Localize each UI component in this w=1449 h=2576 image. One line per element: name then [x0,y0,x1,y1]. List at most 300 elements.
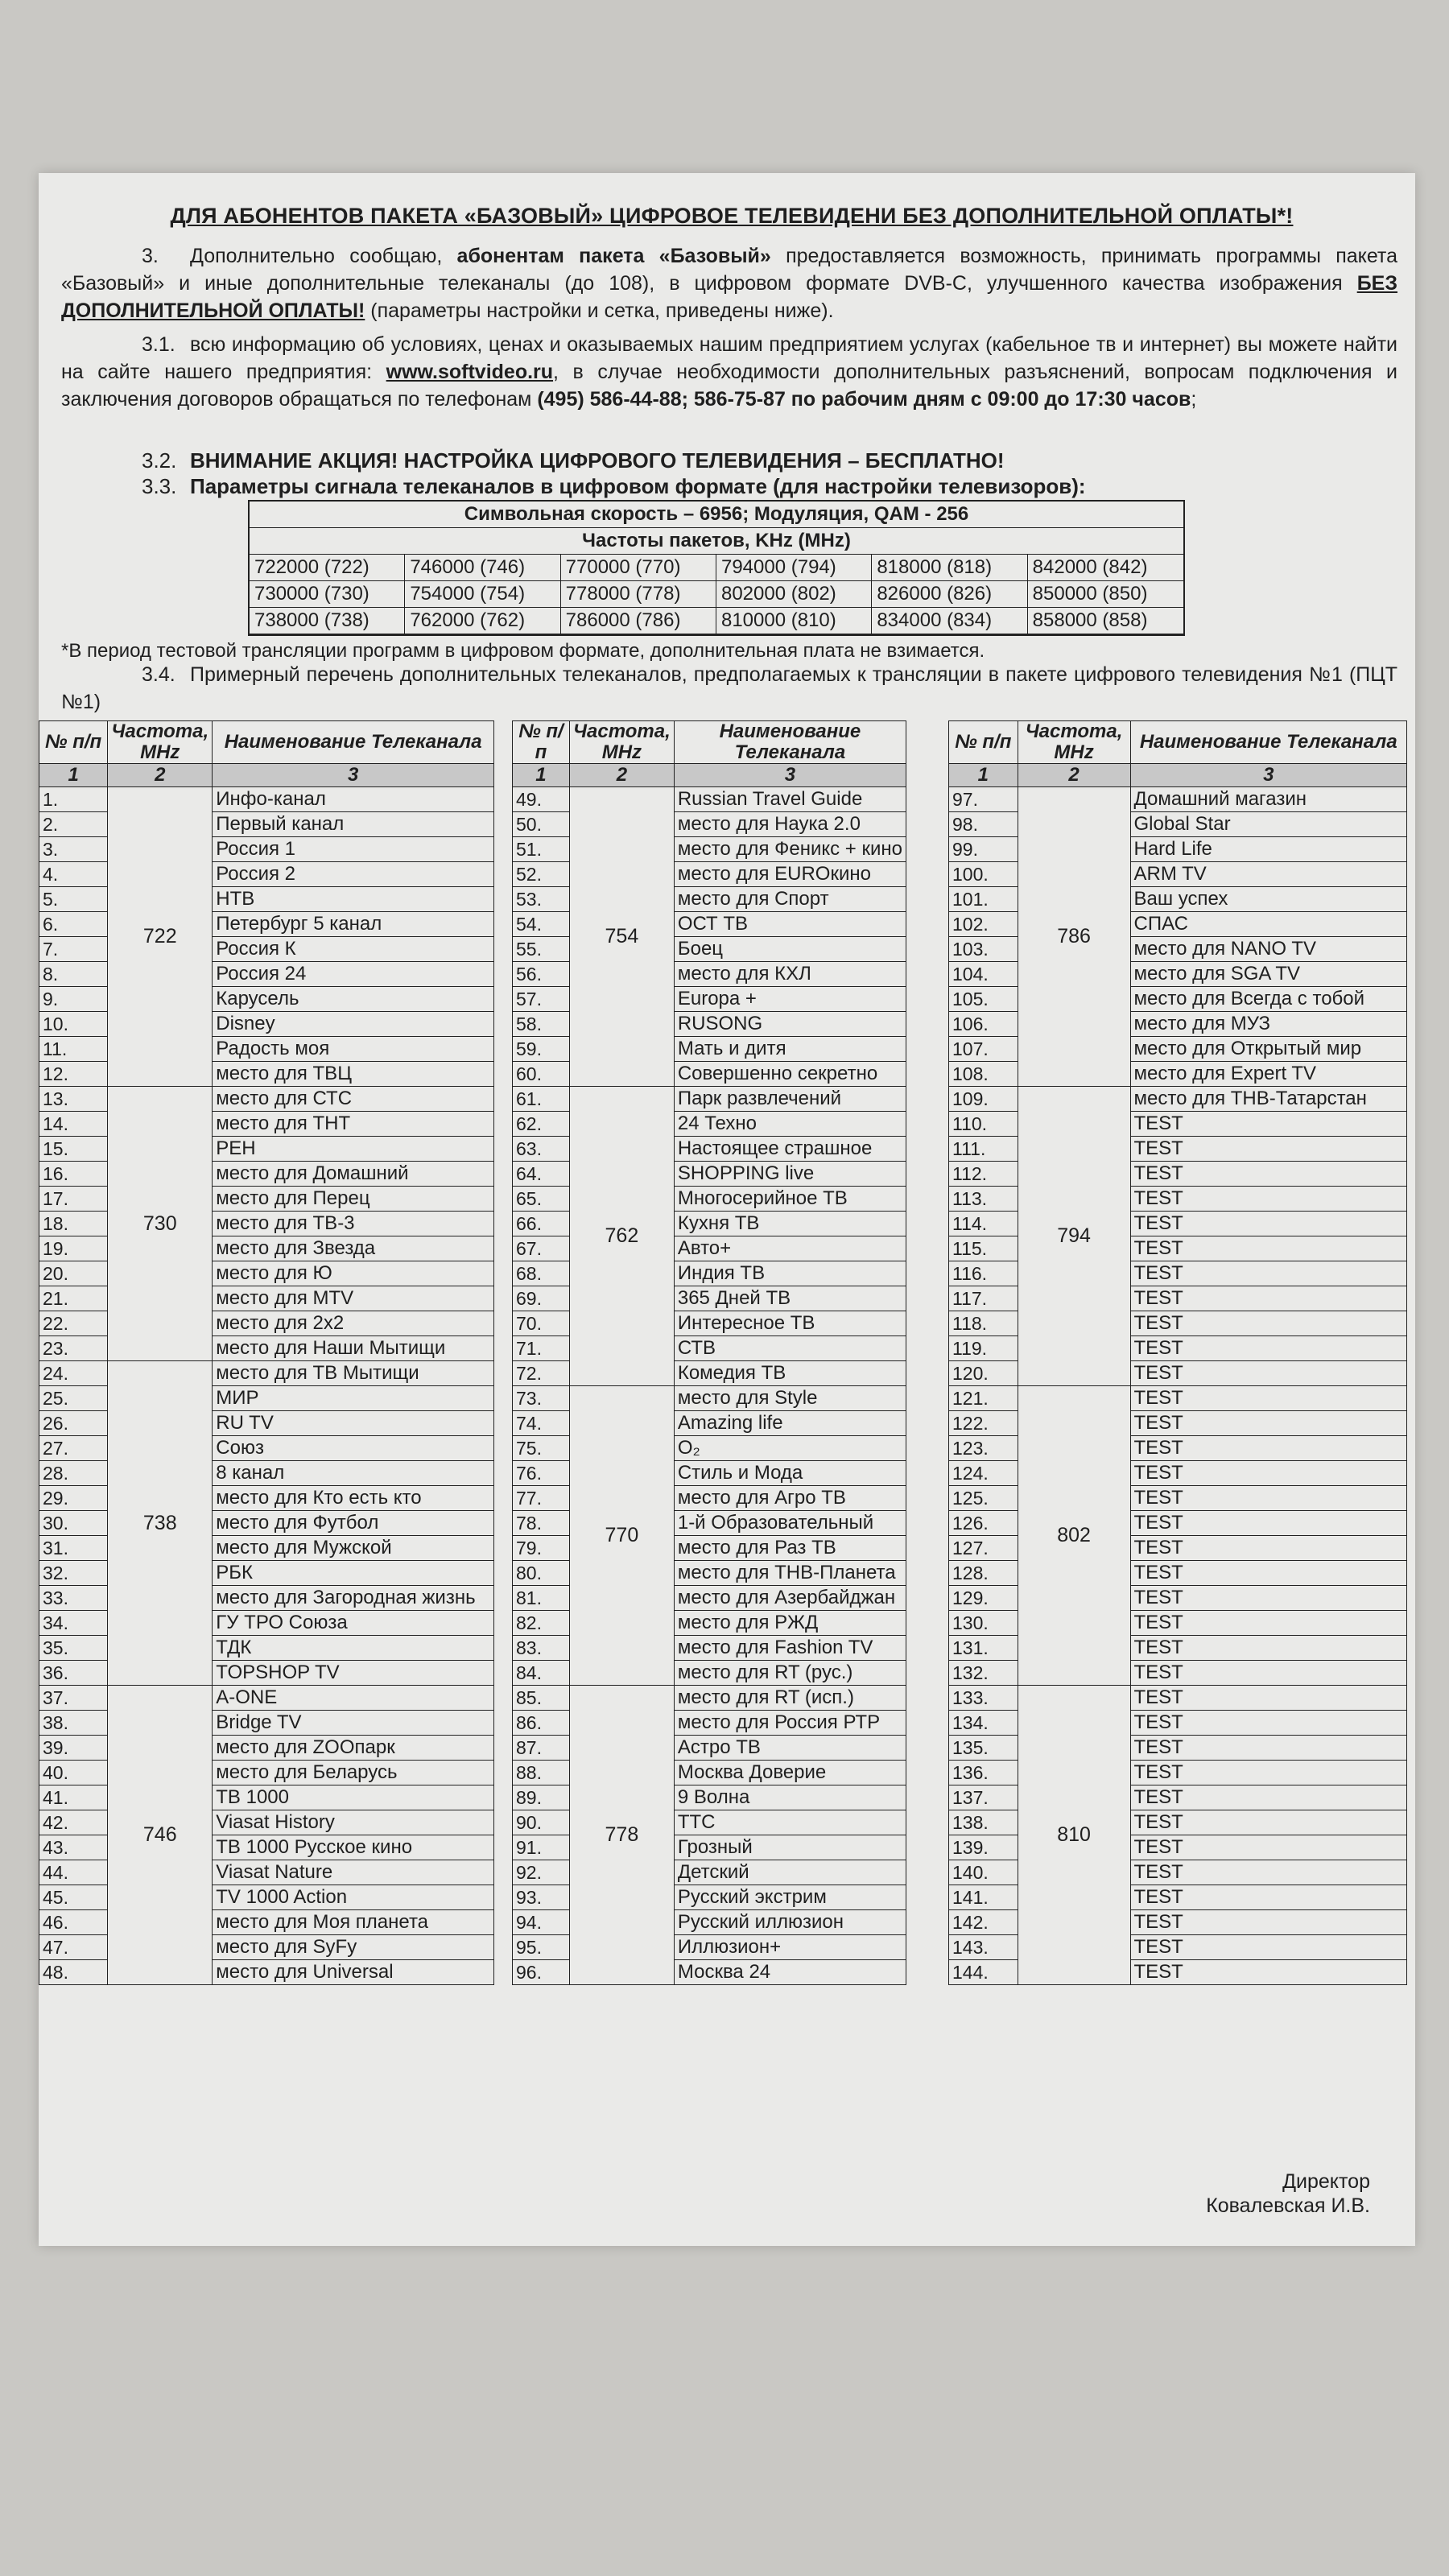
table-row [949,1511,1407,1536]
channel-name: TEST [1130,1286,1407,1311]
row-number: 28. [39,1461,108,1486]
row-number: 122. [949,1411,1018,1436]
channel-name: TEST [1130,1112,1407,1137]
channel-name: Астро ТВ [674,1736,906,1761]
row-number: 95. [513,1935,570,1960]
table-row [39,812,494,837]
channel-name: 8 канал [213,1461,494,1486]
paragraph-3-3: 3.3. Параметры сигнала телеканалов в цифровом формате (для настройки телевизоров): [142,474,1086,498]
frequency-group: 810 [1018,1686,1130,1985]
channel-name: Авто+ [674,1236,906,1261]
row-number: 23. [39,1336,108,1361]
row-number: 85. [513,1686,570,1711]
channel-name: место для ТНВ-Планета [674,1561,906,1586]
channel-name: Россия К [213,937,494,962]
row-number: 115. [949,1236,1018,1261]
row-number: 92. [513,1860,570,1885]
channel-name: место для Загородная жизнь [213,1586,494,1611]
row-number: 88. [513,1761,570,1785]
channel-name: место для SGA TV [1130,962,1407,987]
row-number: 52. [513,862,570,887]
channel-name: место для Беларусь [213,1761,494,1785]
row-number: 84. [513,1661,570,1686]
channel-table-3 [948,720,1407,1985]
channel-name: Многосерийное ТВ [674,1187,906,1212]
row-number: 15. [39,1137,108,1162]
channel-name: Детский [674,1860,906,1885]
row-number: 136. [949,1761,1018,1785]
table-row [949,1162,1407,1187]
table-row [39,1112,494,1137]
row-number: 2. [39,812,108,837]
paragraph-number: 3.1. [142,333,175,356]
channel-name: Кухня ТВ [674,1212,906,1236]
row-number: 89. [513,1785,570,1810]
row-number: 97. [949,787,1018,812]
table-row [39,1087,494,1112]
table-row [39,1910,494,1935]
table-row [949,1810,1407,1835]
row-number: 56. [513,962,570,987]
channel-name: TEST [1130,1536,1407,1561]
channel-name: Viasat History [213,1810,494,1835]
row-number: 138. [949,1810,1018,1835]
row-number: 31. [39,1536,108,1561]
row-number: 70. [513,1311,570,1336]
table-row [949,862,1407,887]
table-row [949,1486,1407,1511]
row-number: 27. [39,1436,108,1461]
channel-name: ТДК [213,1636,494,1661]
row-number: 111. [949,1137,1018,1162]
table-row [949,1112,1407,1137]
row-number: 127. [949,1536,1018,1561]
column-index: 1 [513,764,570,787]
row-number: 61. [513,1087,570,1112]
table-row [949,962,1407,987]
row-number: 103. [949,937,1018,962]
channel-name: место для Ю [213,1261,494,1286]
channel-name: Amazing life [674,1411,906,1436]
channel-name: Первый канал [213,812,494,837]
frequency-group: 778 [569,1686,674,1985]
table-row [39,1286,494,1311]
table-row [39,837,494,862]
signature-role: Директор [1282,2170,1370,2193]
row-number: 94. [513,1910,570,1935]
row-number: 42. [39,1810,108,1835]
row-number: 66. [513,1212,570,1236]
table-row [949,1661,1407,1686]
table-row [949,1411,1407,1436]
row-number: 117. [949,1286,1018,1311]
channel-name: место для Fashion TV [674,1636,906,1661]
row-number: 121. [949,1386,1018,1411]
row-number: 107. [949,1037,1018,1062]
frequency-group: 802 [1018,1386,1130,1686]
row-number: 37. [39,1686,108,1711]
row-number: 22. [39,1311,108,1336]
row-number: 25. [39,1386,108,1411]
channel-name: Россия 24 [213,962,494,987]
channel-name: TEST [1130,1661,1407,1686]
row-number: 98. [949,812,1018,837]
channel-name: TEST [1130,1935,1407,1960]
table-row [39,1212,494,1236]
table-row [39,937,494,962]
channel-name: Союз [213,1436,494,1461]
frequency-group: 746 [108,1686,213,1985]
table-row [513,787,906,812]
channel-name: место для Style [674,1386,906,1411]
table-row [39,1761,494,1785]
table-row [949,1611,1407,1636]
table-row [949,1536,1407,1561]
table-row [39,1336,494,1361]
row-number: 49. [513,787,570,812]
frequency-cell: 842000 (842) [1028,555,1183,581]
row-number: 124. [949,1461,1018,1486]
channel-name: Hard Life [1130,837,1407,862]
channel-name: МИР [213,1386,494,1411]
row-number: 91. [513,1835,570,1860]
channel-name: место для КХЛ [674,962,906,987]
frequency-cell: 802000 (802) [716,581,872,608]
channel-name: место для Перец [213,1187,494,1212]
channel-name: TEST [1130,1686,1407,1711]
row-number: 47. [39,1935,108,1960]
channel-name: место для Феникс + кино [674,837,906,862]
row-number: 135. [949,1736,1018,1761]
channel-name: место для MTV [213,1286,494,1311]
header-channel-name: Наименование Телеканала [213,721,494,764]
row-number: 80. [513,1561,570,1586]
column-index: 2 [569,764,674,787]
channel-name: СПАС [1130,912,1407,937]
row-number: 126. [949,1511,1018,1536]
table-row [949,1261,1407,1286]
test-broadcast-note: *В период тестовой трансляции программ в цифровом формате, дополнительная плата не взимается. [61,640,985,662]
channel-name: TEST [1130,1810,1407,1835]
table-row [949,1187,1407,1212]
table-row [949,1561,1407,1586]
table-row [949,1935,1407,1960]
paragraph-3-2: 3.2. ВНИМАНИЕ АКЦИЯ! НАСТРОЙКА ЦИФРОВОГО ТЕЛЕВИДЕНИЯ – БЕСПЛАТНО! [142,448,1005,473]
channel-name: место для МУЗ [1130,1012,1407,1037]
table-row [39,1037,494,1062]
channel-name: Russian Travel Guide [674,787,906,812]
channel-name: Ваш успех [1130,887,1407,912]
channel-name: TEST [1130,1261,1407,1286]
table-row [39,1062,494,1087]
channel-name: TEST [1130,1736,1407,1761]
row-number: 63. [513,1137,570,1162]
frequency-cell: 794000 (794) [716,555,872,581]
channel-name: 365 Дней ТВ [674,1286,906,1311]
row-number: 40. [39,1761,108,1785]
row-number: 108. [949,1062,1018,1087]
channel-name: место для Наши Мытищи [213,1336,494,1361]
row-number: 54. [513,912,570,937]
table-row [39,887,494,912]
channel-name: место для ТВ-3 [213,1212,494,1236]
channel-name: TV 1000 Action [213,1885,494,1910]
table-row [949,1236,1407,1261]
channel-name: место для Моя планета [213,1910,494,1935]
channel-name: TEST [1130,1511,1407,1536]
row-number: 46. [39,1910,108,1935]
row-number: 140. [949,1860,1018,1885]
channel-name: TEST [1130,1461,1407,1486]
channel-name: RUSONG [674,1012,906,1037]
row-number: 132. [949,1661,1018,1686]
channel-name: Русский иллюзион [674,1910,906,1935]
row-number: 72. [513,1361,570,1386]
row-number: 142. [949,1910,1018,1935]
channel-name: Совершенно секретно [674,1062,906,1087]
table-row [39,862,494,887]
channel-name: TEST [1130,1785,1407,1810]
channel-name: Домашний магазин [1130,787,1407,812]
table-row [39,1586,494,1611]
row-number: 41. [39,1785,108,1810]
channel-name: Europa + [674,987,906,1012]
channel-name: TEST [1130,1885,1407,1910]
table-index-row [39,764,494,787]
row-number: 118. [949,1311,1018,1336]
row-number: 50. [513,812,570,837]
frequency-cell: 826000 (826) [872,581,1027,608]
row-number: 53. [513,887,570,912]
channel-name: TEST [1130,1436,1407,1461]
table-row [39,1511,494,1536]
header-channel-name: Наименование Телеканала [1130,721,1407,764]
row-number: 86. [513,1711,570,1736]
channel-name: место для Азербайджан [674,1586,906,1611]
row-number: 19. [39,1236,108,1261]
row-number: 90. [513,1810,570,1835]
column-index: 2 [1018,764,1130,787]
frequency-group: 738 [108,1361,213,1686]
channel-name: TEST [1130,1761,1407,1785]
column-index: 1 [39,764,108,787]
table-row [39,1486,494,1511]
row-number: 79. [513,1536,570,1561]
table-row [39,1012,494,1037]
channel-name: место для Спорт [674,887,906,912]
channel-name: Индия ТВ [674,1261,906,1286]
channel-name: Стиль и Мода [674,1461,906,1486]
channel-name: Мать и дитя [674,1037,906,1062]
table-row [39,1187,494,1212]
row-number: 131. [949,1636,1018,1661]
table-row [949,1137,1407,1162]
channel-name: Петербург 5 канал [213,912,494,937]
table-row [949,1711,1407,1736]
table-row [39,1810,494,1835]
table-row [513,1087,906,1112]
row-number: 123. [949,1436,1018,1461]
row-number: 26. [39,1411,108,1436]
symbol-rate-line: Символьная скорость – 6956; Модуляция, QAM - 256 [250,502,1183,528]
channel-name: TEST [1130,1137,1407,1162]
channel-name: место для Всегда с тобой [1130,987,1407,1012]
channel-name: ТВ 1000 [213,1785,494,1810]
table-row [39,1935,494,1960]
document-sheet [39,173,1415,2246]
frequency-cell: 722000 (722) [250,555,405,581]
row-number: 106. [949,1012,1018,1037]
header-number: № п/п [513,721,570,764]
row-number: 100. [949,862,1018,887]
frequency-cell: 746000 (746) [405,555,560,581]
row-number: 83. [513,1636,570,1661]
channel-name: TEST [1130,1561,1407,1586]
channel-name: место для СТС [213,1087,494,1112]
channel-name: место для RT (рус.) [674,1661,906,1686]
row-number: 93. [513,1885,570,1910]
channel-name: место для Expert TV [1130,1062,1407,1087]
frequency-group: 794 [1018,1087,1130,1386]
row-number: 14. [39,1112,108,1137]
channel-name: Радость моя [213,1037,494,1062]
row-number: 21. [39,1286,108,1311]
channel-name: Иллюзион+ [674,1935,906,1960]
column-index: 1 [949,764,1018,787]
table-row [39,1686,494,1711]
channel-name: TEST [1130,1586,1407,1611]
frequency-cell: 778000 (778) [561,581,716,608]
frequency-cell: 770000 (770) [561,555,716,581]
table-row [39,1236,494,1261]
paragraph-number: 3. [142,245,159,267]
table-row [39,1960,494,1985]
column-index: 3 [1130,764,1407,787]
table-header-row [39,721,494,764]
table-row [949,1012,1407,1037]
channel-name: СТВ [674,1336,906,1361]
table-row [949,1686,1407,1711]
channel-name: TEST [1130,1212,1407,1236]
row-number: 128. [949,1561,1018,1586]
channel-name: TEST [1130,1960,1407,1985]
frequency-group: 754 [569,787,674,1087]
row-number: 35. [39,1636,108,1661]
row-number: 20. [39,1261,108,1286]
table-row [39,787,494,812]
frequencies-header: Частоты пакетов, KHz (MHz) [250,528,1183,555]
row-number: 12. [39,1062,108,1087]
row-number: 36. [39,1661,108,1686]
table-row [949,1436,1407,1461]
channel-name: RU TV [213,1411,494,1436]
row-number: 39. [39,1736,108,1761]
row-number: 99. [949,837,1018,862]
channel-name: TEST [1130,1860,1407,1885]
table-row [39,1711,494,1736]
row-number: 32. [39,1561,108,1586]
channel-name: TEST [1130,1636,1407,1661]
channel-name: ОСТ ТВ [674,912,906,937]
row-number: 81. [513,1586,570,1611]
channel-name: Россия 2 [213,862,494,887]
table-row [513,1686,906,1711]
row-number: 45. [39,1885,108,1910]
channel-name: место для Мужской [213,1536,494,1561]
channel-name: Боец [674,937,906,962]
channel-name: Интересное ТВ [674,1311,906,1336]
table-row [949,987,1407,1012]
table-row [39,1561,494,1586]
row-number: 102. [949,912,1018,937]
table-row [39,1785,494,1810]
channel-name: место для Агро ТВ [674,1486,906,1511]
channel-name: TEST [1130,1910,1407,1935]
table-row [39,1835,494,1860]
header-number: № п/п [39,721,108,764]
channel-name: TEST [1130,1311,1407,1336]
header-frequency: Частота, MHz [569,721,674,764]
row-number: 13. [39,1087,108,1112]
channel-name: место для SyFy [213,1935,494,1960]
row-number: 74. [513,1411,570,1436]
table-row [949,937,1407,962]
table-row [39,1361,494,1386]
channel-name: Москва 24 [674,1960,906,1985]
channel-name: TEST [1130,1611,1407,1636]
channel-name: TEST [1130,1411,1407,1436]
row-number: 44. [39,1860,108,1885]
channel-name: место для РЖД [674,1611,906,1636]
table-row [949,1785,1407,1810]
channel-name: Карусель [213,987,494,1012]
channel-name: место для Кто есть кто [213,1486,494,1511]
channel-name: НТВ [213,887,494,912]
channel-name: Россия 1 [213,837,494,862]
row-number: 139. [949,1835,1018,1860]
row-number: 87. [513,1736,570,1761]
row-number: 76. [513,1461,570,1486]
row-number: 113. [949,1187,1018,1212]
channel-name: 9 Волна [674,1785,906,1810]
row-number: 33. [39,1586,108,1611]
table-row [39,1162,494,1187]
channel-name: ТТС [674,1810,906,1835]
channel-name: место для NANO TV [1130,937,1407,962]
table-row [949,837,1407,862]
table-row [949,1361,1407,1386]
channel-name: TEST [1130,1162,1407,1187]
table-row [949,1461,1407,1486]
table-header-row [949,721,1407,764]
row-number: 119. [949,1336,1018,1361]
frequency-group: 730 [108,1087,213,1361]
row-number: 130. [949,1611,1018,1636]
paragraph-3: 3. Дополнительно сообщаю, абонентам пакета «Базовый» предоставляется возможность, принимать программы пакета «Базовый» и иные дополнительные телеканалы (до 108), в цифровом формате DVB-C, улучшенного качества изображения БЕЗ ДОПОЛНИТЕЛЬНОЙ ОПЛАТЫ! (параметры настройки и сетка, приведены ниже). [61,242,1397,324]
table-row [39,1436,494,1461]
table-row [949,1910,1407,1935]
website-link[interactable]: www.softvideo.ru [386,361,554,383]
channel-name: Global Star [1130,812,1407,837]
channel-name: SHOPPING live [674,1162,906,1187]
row-number: 114. [949,1212,1018,1236]
channel-name: Москва Доверие [674,1761,906,1785]
column-index: 2 [108,764,213,787]
channel-name: Viasat Nature [213,1860,494,1885]
table-row [949,1960,1407,1985]
table-row [949,1286,1407,1311]
frequency-group: 722 [108,787,213,1087]
